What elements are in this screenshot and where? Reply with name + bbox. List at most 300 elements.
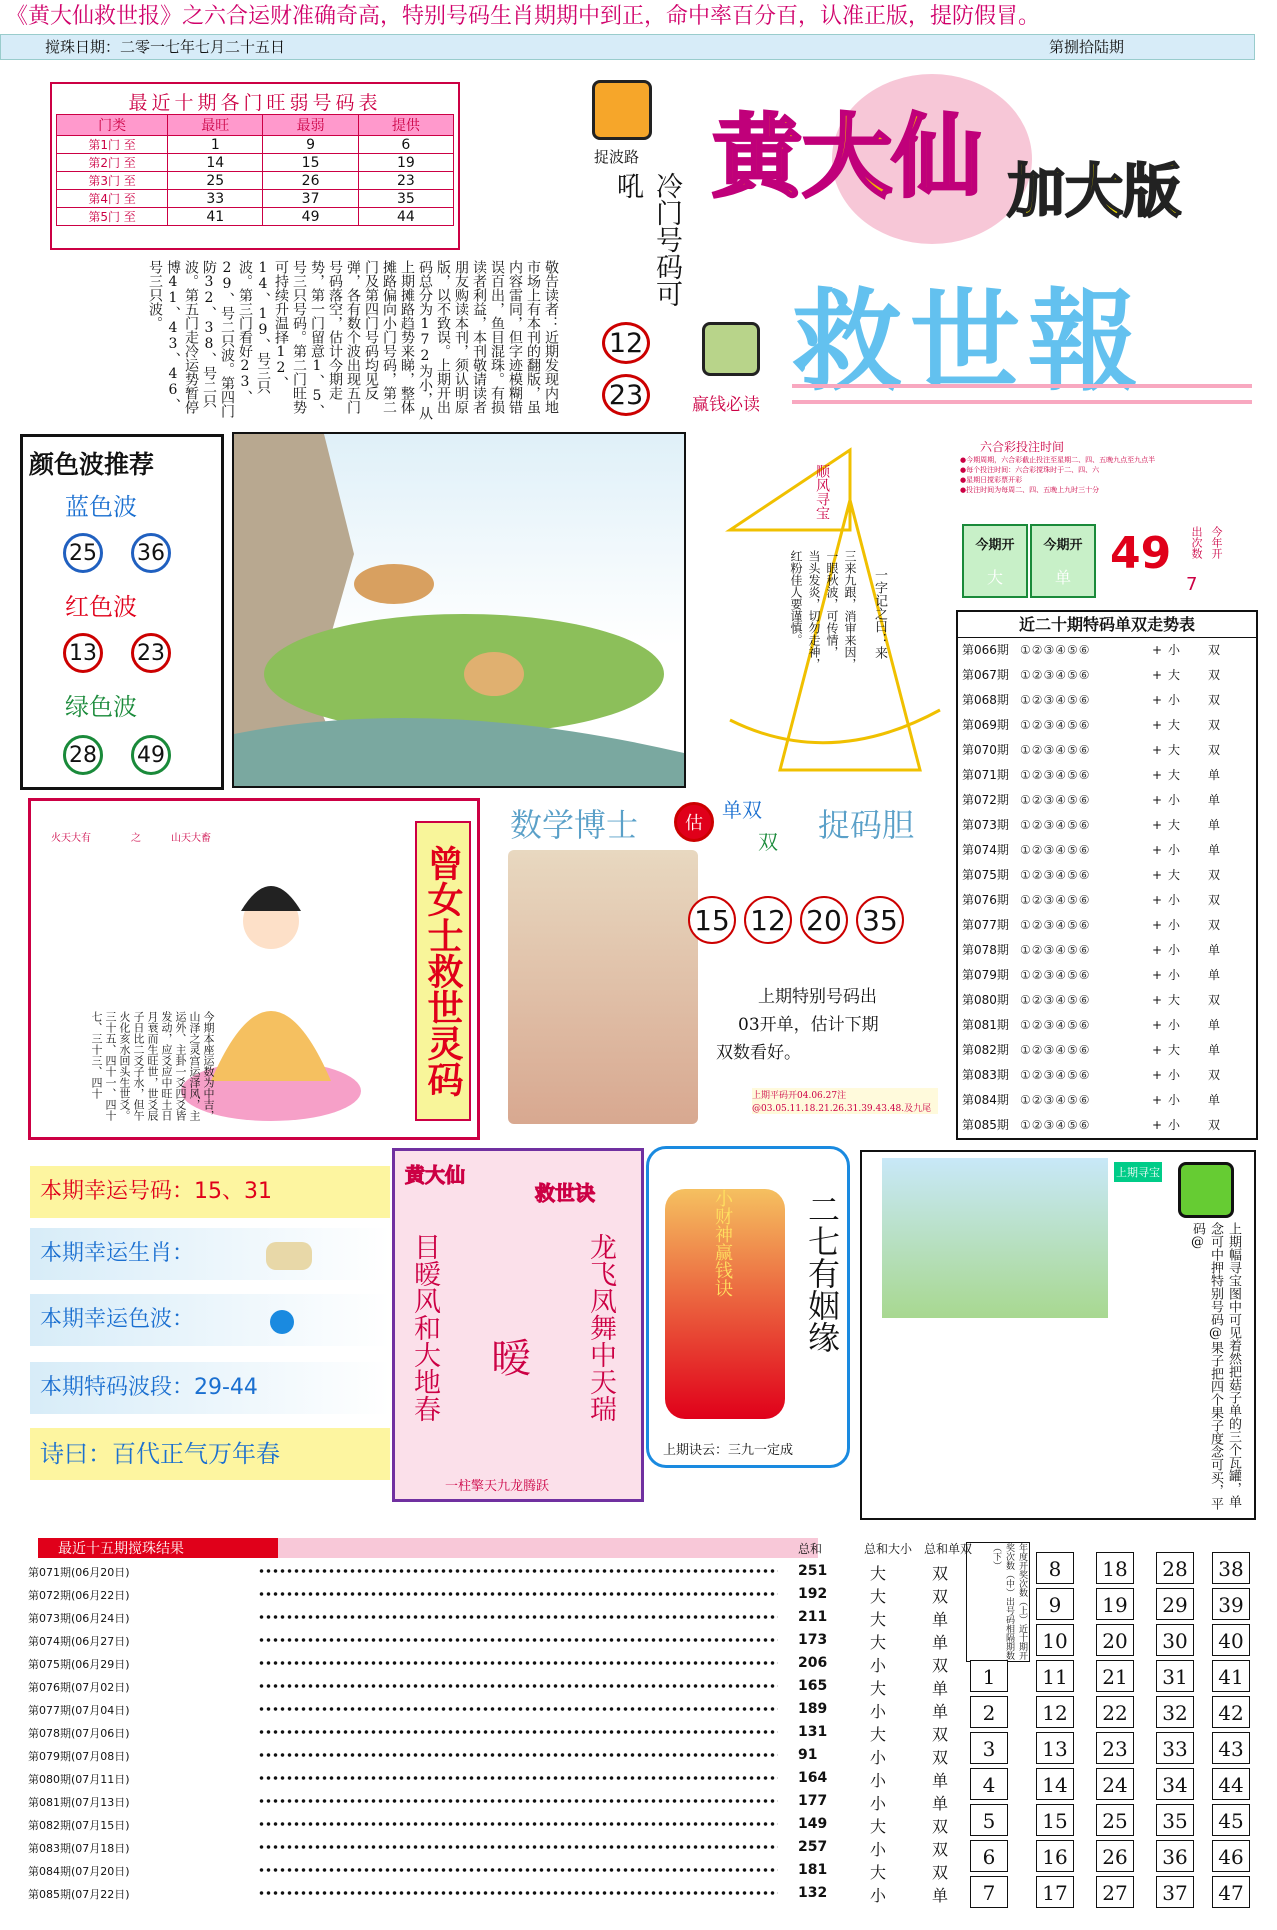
boat-poem-line: 三来九跟，消审来因，: [843, 550, 857, 670]
count-cell: 44: [1212, 1768, 1250, 1800]
men-label: 第1门: [88, 138, 120, 152]
results-sum: 164: [798, 1770, 828, 1786]
results-panel: [28, 1538, 1028, 1918]
trend-odd: 单: [1208, 818, 1221, 832]
count-cell: 46: [1212, 1840, 1250, 1872]
trend-plus: +: [1152, 918, 1163, 932]
count-cell: 11: [1036, 1660, 1074, 1692]
lucky-panel: [30, 1166, 390, 1506]
men-range: 至: [123, 156, 136, 170]
results-size: 大: [870, 1725, 887, 1744]
trend-size: 大: [1168, 818, 1181, 832]
results-row: [28, 1721, 1028, 1744]
count-cell: 45: [1212, 1804, 1250, 1836]
results-row: [28, 1813, 1028, 1836]
orchard-panel: [860, 1150, 1256, 1520]
trend-balls: ①②③④⑤⑥: [1020, 668, 1091, 682]
results-odd: 双: [932, 1840, 949, 1859]
trend-period: 第085期: [962, 1118, 1009, 1132]
trend-balls: ①②③④⑤⑥: [1020, 868, 1091, 882]
wave-name-red: 红色波: [65, 593, 137, 621]
results-size: 大: [870, 1610, 887, 1629]
men-cell: 26: [263, 172, 358, 190]
trend-odd: 单: [1208, 768, 1221, 782]
jue-bottom: 一柱擎天九龙腾跃: [445, 1479, 550, 1494]
trend-row: [958, 763, 1256, 788]
math-text-3: 双数看好。: [716, 1043, 801, 1063]
tool-icon: [592, 80, 652, 140]
trend-period: 第071期: [962, 768, 1009, 782]
count-cell: 47: [1212, 1876, 1250, 1908]
notice-text: 敬告读者：近期发现内地市场上有本刊的翻版，虽内容雷同，但字迹模糊错误百出，鱼目混珠。有损读者利益，本刊敬请读者朋友购读本刊，须认明原版，以不致误。上期开出码总分为172为小，从上期摊路趋势来睇，整体摊路偏向小门号码，第二门及第四门号码均见反弹，各有数个波出现五门号码落空，估计今期走势，第一门留意1、5、号三只号码。第二门旺势可持续升温择12、14、19、号三只波。第三门看好23、29、号二只波。第四门防32、38、号二只波。第五门走冷运势暂停博41、43、46、号三只波。: [147, 260, 559, 420]
math-title: 数学博士: [510, 806, 639, 844]
count-cell: 24: [1096, 1768, 1134, 1800]
results-dots: [258, 1815, 778, 1833]
count-cell: 5: [970, 1804, 1008, 1836]
trend-balls: ①②③④⑤⑥: [1020, 1118, 1091, 1132]
count-cell: 12: [1036, 1696, 1074, 1728]
wave-name-green: 绿色波: [65, 693, 137, 721]
trend-period: 第079期: [962, 968, 1009, 982]
results-odd: 单: [932, 1794, 949, 1813]
trend-balls: ①②③④⑤⑥: [1020, 1068, 1091, 1082]
trend-row: [958, 938, 1256, 963]
trend-size: 小: [1168, 643, 1181, 657]
draw-time-line: ●每个投注时间：六合彩搅珠时于二、四、六: [960, 466, 1100, 474]
current-label-2: [1030, 524, 1096, 598]
results-period: 第085期(07月22日): [28, 1888, 130, 1901]
masthead-edition: 加大版: [1007, 157, 1182, 225]
results-pink-bar: [278, 1538, 818, 1558]
trend-balls: ①②③④⑤⑥: [1020, 893, 1091, 907]
results-dots: [258, 1792, 778, 1810]
horse-scene-icon: [234, 434, 686, 788]
trend-row: [958, 813, 1256, 838]
men-header: 最旺: [168, 115, 263, 136]
lucky-color: 本期幸运色波：: [30, 1294, 390, 1346]
trend-balls: ①②③④⑤⑥: [1020, 1093, 1091, 1107]
count-cell: 20: [1096, 1624, 1134, 1656]
trend-odd: 单: [1208, 1093, 1221, 1107]
cold-title: 冷门号码可吼: [612, 172, 682, 307]
trend-plus: +: [1152, 1118, 1163, 1132]
men-cell: 19: [358, 154, 453, 172]
trend-balls: ①②③④⑤⑥: [1020, 718, 1091, 732]
immortal-vertical: 曾女士救世灵码: [415, 821, 471, 1121]
orchard-text: 上期幅寻宝图中可见着然把菇子单的三个瓦罐，单念可中押特别号码@果子把四个果子度念可买，平码@: [1190, 1222, 1241, 1510]
trend-size: 小: [1168, 1118, 1181, 1132]
results-period: 第074期(06月27日): [28, 1635, 130, 1648]
count-cell: 17: [1036, 1876, 1074, 1908]
results-size: 小: [870, 1840, 887, 1859]
math-title-2: 捉码胆: [818, 806, 915, 844]
trend-size: 大: [1168, 768, 1181, 782]
results-sum: 165: [798, 1678, 828, 1694]
boat-line1: 一字记之曰：来: [872, 568, 887, 659]
trend-plus: +: [1152, 768, 1163, 782]
trend-plus: +: [1152, 893, 1163, 907]
trend-balls: ①②③④⑤⑥: [1020, 843, 1091, 857]
trend-row: [958, 1063, 1256, 1088]
jue-left: 目暧风和大地春: [409, 1233, 440, 1422]
draw-date: 搅珠日期：二零一七年七月二十五日: [45, 38, 286, 56]
wave-number: 25: [63, 533, 103, 573]
results-size: 小: [870, 1794, 887, 1813]
results-sum: 211: [798, 1609, 828, 1625]
math-number: 20: [800, 896, 848, 944]
trend-size: 小: [1168, 1068, 1181, 1082]
results-sum: 173: [798, 1632, 828, 1648]
results-dots: [258, 1631, 778, 1649]
date-bar: [0, 34, 1255, 60]
results-sum: 149: [798, 1816, 828, 1832]
trend-odd: 双: [1208, 643, 1221, 657]
trend-plus: +: [1152, 843, 1163, 857]
count-cell: 22: [1096, 1696, 1134, 1728]
results-row: [28, 1652, 1028, 1675]
cold-number: 12: [602, 322, 650, 364]
count-cell: 37: [1156, 1876, 1194, 1908]
results-odd: 双: [932, 1725, 949, 1744]
trend-period: 第070期: [962, 743, 1009, 757]
men-cell: 9: [263, 136, 358, 154]
trend-row: [958, 663, 1256, 688]
trend-size: 大: [1168, 743, 1181, 757]
men-table-title: 最近十期各门旺弱号码表: [128, 92, 382, 114]
wave-name-blue: 蓝色波: [65, 493, 137, 521]
trend-balls: ①②③④⑤⑥: [1020, 1018, 1091, 1032]
lucky-range: 本期特码波段：29-44: [30, 1362, 390, 1414]
trend-row: [958, 913, 1256, 938]
trend-odd: 双: [1208, 1068, 1221, 1082]
trend-period: 第072期: [962, 793, 1009, 807]
immortal-head3: 山天大畜: [171, 833, 211, 844]
results-period: 第073期(06月24日): [28, 1612, 130, 1625]
men-range: 至: [123, 192, 136, 206]
men-label: 第3门: [88, 174, 120, 188]
count-cell: 14: [1036, 1768, 1074, 1800]
results-period: 第083期(07月18日): [28, 1842, 130, 1855]
trend-row: [958, 738, 1256, 763]
results-size: 大: [870, 1863, 887, 1882]
trend-size: 大: [1168, 868, 1181, 882]
trend-size: 小: [1168, 693, 1181, 707]
results-period: 第084期(07月20日): [28, 1865, 130, 1878]
trend-period: 第074期: [962, 843, 1009, 857]
trend-period: 第082期: [962, 1043, 1009, 1057]
count-cell: 13: [1036, 1732, 1074, 1764]
current-label-2-text: 今期开: [1043, 538, 1083, 553]
results-period: 第075期(06月29日): [28, 1658, 130, 1671]
results-sum: 132: [798, 1885, 828, 1901]
math-bubble-3: 双: [758, 830, 778, 854]
men-header: 提供: [358, 115, 453, 136]
trend-rows: [958, 638, 1256, 1138]
results-size: 小: [870, 1702, 887, 1721]
count-cell: 33: [1156, 1732, 1194, 1764]
results-odd: 单: [932, 1633, 949, 1652]
current-result: [962, 524, 1232, 598]
issue-number: 第捌拾陆期: [1049, 38, 1125, 56]
men-label: 第2门: [88, 156, 120, 170]
draw-time-line: ●星期日搅彩票开彩: [960, 476, 1023, 484]
results-size: 小: [870, 1656, 887, 1675]
results-sum: 257: [798, 1839, 828, 1855]
trend-balls: ①②③④⑤⑥: [1020, 818, 1091, 832]
current-box-label-2: 今年开: [1210, 526, 1223, 559]
trend-period: 第068期: [962, 693, 1009, 707]
trend-balls: ①②③④⑤⑥: [1020, 793, 1091, 807]
boat-poem: [720, 440, 946, 780]
men-cell: 1: [168, 136, 263, 154]
results-sum: 189: [798, 1701, 828, 1717]
trend-plus: +: [1152, 968, 1163, 982]
men-range: 至: [123, 210, 136, 224]
trend-period: 第080期: [962, 993, 1009, 1007]
results-sum: 181: [798, 1862, 828, 1878]
trend-odd: 单: [1208, 1018, 1221, 1032]
count-cell: 16: [1036, 1840, 1074, 1872]
trend-balls: ①②③④⑤⑥: [1020, 1043, 1091, 1057]
color-wave-box: [20, 434, 224, 790]
trend-odd: 双: [1208, 1118, 1221, 1132]
results-odd: 单: [932, 1610, 949, 1629]
results-size: 小: [870, 1771, 887, 1790]
trend-plus: +: [1152, 1018, 1163, 1032]
boat-poem-line: 当头发炎，切勿走神，: [807, 550, 821, 670]
trend-odd: 单: [1208, 968, 1221, 982]
trend-period: 第081期: [962, 1018, 1009, 1032]
trend-balls: ①②③④⑤⑥: [1020, 968, 1091, 982]
trend-plus: +: [1152, 643, 1163, 657]
trend-balls: ①②③④⑤⑥: [1020, 943, 1091, 957]
results-dots: [258, 1769, 778, 1787]
trend-plus: +: [1152, 868, 1163, 882]
results-odd: 双: [932, 1863, 949, 1882]
blue-ball-icon: [270, 1310, 294, 1334]
results-period: 第071期(06月20日): [28, 1566, 130, 1579]
math-small: 上期平码开04.06.27注@03.05.11.18.21.26.31.39.43.48.及九尾: [752, 1088, 938, 1114]
wave-number: 23: [131, 633, 171, 673]
count-cell: 40: [1212, 1624, 1250, 1656]
results-row: [28, 1767, 1028, 1790]
results-row: [28, 1698, 1028, 1721]
results-size: 大: [870, 1564, 887, 1583]
trend-size: 小: [1168, 793, 1181, 807]
trend-size: 大: [1168, 718, 1181, 732]
count-cell: 32: [1156, 1696, 1194, 1728]
math-text-2: 03开单，估计下期: [738, 1015, 879, 1035]
trend-odd: 单: [1208, 843, 1221, 857]
boat-poem-line: 一眼秋波，可传情，: [825, 550, 839, 658]
draw-time-line: ●今期周期，六合彩截止投注至星期二、四、五晚九点至九点半: [960, 456, 1156, 464]
trend-size: 小: [1168, 943, 1181, 957]
count-cell: 7: [970, 1876, 1008, 1908]
results-dots: [258, 1838, 778, 1856]
count-cell: 26: [1096, 1840, 1134, 1872]
lucky-zodiac: 本期幸运生肖：: [30, 1228, 390, 1280]
results-odd: 双: [932, 1564, 949, 1583]
count-cell: 41: [1212, 1660, 1250, 1692]
zodiac-icon: [266, 1242, 312, 1270]
men-cell: 25: [168, 172, 263, 190]
men-cell: 41: [168, 208, 263, 226]
men-range: 至: [123, 174, 136, 188]
orchard-label: 上期寻宝: [1114, 1162, 1162, 1182]
trend-balls: ①②③④⑤⑥: [1020, 693, 1091, 707]
trend-balls: ①②③④⑤⑥: [1020, 643, 1091, 657]
trend-odd: 单: [1208, 1043, 1221, 1057]
trend-title: 近二十期特码单双走势表: [958, 612, 1256, 638]
jue-right: 龙飞凤舞中天瑞: [585, 1233, 616, 1422]
col-size: 总和大小: [864, 1542, 913, 1556]
win-label: 赢钱必读: [692, 395, 760, 415]
results-sum: 91: [798, 1747, 818, 1763]
trend-period: 第083期: [962, 1068, 1009, 1082]
count-cell: 34: [1156, 1768, 1194, 1800]
results-sum: 251: [798, 1563, 828, 1579]
men-cell: 35: [358, 190, 453, 208]
trend-row: [958, 638, 1256, 663]
immortal-panel: [28, 798, 480, 1140]
trend-row: [958, 1013, 1256, 1038]
draw-time-title: 六合彩投注时间: [980, 440, 1065, 454]
math-number: 12: [744, 896, 792, 944]
math-bubble-2: 单双: [722, 798, 762, 822]
masthead-lines: [792, 384, 1252, 404]
results-period: 第076期(07月02日): [28, 1681, 130, 1694]
trend-odd: 双: [1208, 918, 1221, 932]
trend-odd: 双: [1208, 893, 1221, 907]
men-cell: 6: [358, 136, 453, 154]
trend-size: 小: [1168, 968, 1181, 982]
count-grid: [966, 1542, 1256, 1918]
men-cell: 49: [263, 208, 358, 226]
trend-plus: +: [1152, 818, 1163, 832]
results-size: 小: [870, 1748, 887, 1767]
results-row: [28, 1629, 1028, 1652]
kid-vertical: 二七有姻缘: [803, 1193, 841, 1353]
results-dots: [258, 1654, 778, 1672]
results-dots: [258, 1677, 778, 1695]
count-cell: 10: [1036, 1624, 1074, 1656]
results-size: 大: [870, 1633, 887, 1652]
men-label: 第4门: [88, 192, 120, 206]
results-period: 第072期(06月22日): [28, 1589, 130, 1602]
count-cell: 15: [1036, 1804, 1074, 1836]
count-cell: 28: [1156, 1552, 1194, 1584]
trend-period: 第075期: [962, 868, 1009, 882]
trend-row: [958, 688, 1256, 713]
jue-title-2: 救世诀: [535, 1181, 595, 1205]
trend-size: 小: [1168, 893, 1181, 907]
men-header: 门类: [57, 115, 168, 136]
boat-poem-line: 红粉佳人要谨慎。: [789, 550, 803, 646]
results-odd: 双: [932, 1656, 949, 1675]
math-text-1: 上期特别号码出: [758, 987, 877, 1007]
trend-period: 第076期: [962, 893, 1009, 907]
jue-center: 暧: [491, 1336, 531, 1382]
count-grid-head: 年度开奖次数（上）近十期开奖次数（中）出号码相隔期数（下）: [966, 1542, 1030, 1662]
masthead-paper: 救世報: [792, 278, 1146, 406]
results-sum: 177: [798, 1793, 828, 1809]
trend-plus: +: [1152, 743, 1163, 757]
trend-row: [958, 788, 1256, 813]
trend-balls: ①②③④⑤⑥: [1020, 743, 1091, 757]
trend-size: 小: [1168, 1093, 1181, 1107]
trend-period: 第066期: [962, 643, 1009, 657]
trend-odd: 双: [1208, 693, 1221, 707]
trend-odd: 双: [1208, 668, 1221, 682]
trend-plus: +: [1152, 718, 1163, 732]
count-cell: 3: [970, 1732, 1008, 1764]
count-cell: 27: [1096, 1876, 1134, 1908]
trend-odd: 单: [1208, 943, 1221, 957]
count-cell: 1: [970, 1660, 1008, 1692]
men-label: 第5门: [88, 210, 120, 224]
masthead-name: 黄大仙: [712, 105, 982, 210]
count-cell: 43: [1212, 1732, 1250, 1764]
top-banner: 《黄大仙救世报》之六合运财准确奇高，特别号码生肖期期中到正，命中率百分百，认准正版，提防假冒。: [6, 4, 1041, 29]
trend-odd: 双: [1208, 993, 1221, 1007]
girl-photo: [508, 850, 698, 1124]
results-period: 第078期(07月06日): [28, 1727, 130, 1740]
count-cell: 6: [970, 1840, 1008, 1872]
trend-size: 大: [1168, 668, 1181, 682]
immortal-head2: 之: [131, 833, 141, 844]
trend-period: 第078期: [962, 943, 1009, 957]
current-label-1-text: 今期开: [975, 538, 1015, 553]
results-row: [28, 1744, 1028, 1767]
results-period: 第081期(07月13日): [28, 1796, 130, 1809]
count-cell: 38: [1212, 1552, 1250, 1584]
current-value-2: 单: [1054, 568, 1071, 587]
trend-size: 大: [1168, 1043, 1181, 1057]
results-sum: 192: [798, 1586, 828, 1602]
math-number: 15: [688, 896, 736, 944]
draw-time: [960, 438, 1260, 518]
trend-period: 第067期: [962, 668, 1009, 682]
results-period: 第082期(07月15日): [28, 1819, 130, 1832]
men-cell: 23: [358, 172, 453, 190]
results-dots: [258, 1746, 778, 1764]
horse-illustration: [232, 432, 686, 788]
count-cell: 29: [1156, 1588, 1194, 1620]
results-odd: 双: [932, 1748, 949, 1767]
results-row: [28, 1859, 1028, 1882]
results-row: [28, 1790, 1028, 1813]
count-cell: 36: [1156, 1840, 1194, 1872]
count-cell: 23: [1096, 1732, 1134, 1764]
trend-period: 第069期: [962, 718, 1009, 732]
results-dots: [258, 1700, 778, 1718]
wave-number: 13: [63, 633, 103, 673]
results-dots: [258, 1723, 778, 1741]
jue-title-1: 黄大仙: [405, 1163, 465, 1187]
results-dots: [258, 1861, 778, 1879]
trend-box: [956, 610, 1258, 1140]
results-odd: 单: [932, 1702, 949, 1721]
math-bubble: 估: [674, 802, 714, 842]
col-sum: 总和: [798, 1542, 823, 1556]
lucky-poem: 诗曰：百代正气万年春: [30, 1428, 390, 1480]
trend-size: 小: [1168, 1018, 1181, 1032]
trend-row: [958, 988, 1256, 1013]
results-sum: 131: [798, 1724, 828, 1740]
men-cell: 37: [263, 190, 358, 208]
count-cell: 19: [1096, 1588, 1134, 1620]
results-period: 第079期(07月08日): [28, 1750, 130, 1763]
